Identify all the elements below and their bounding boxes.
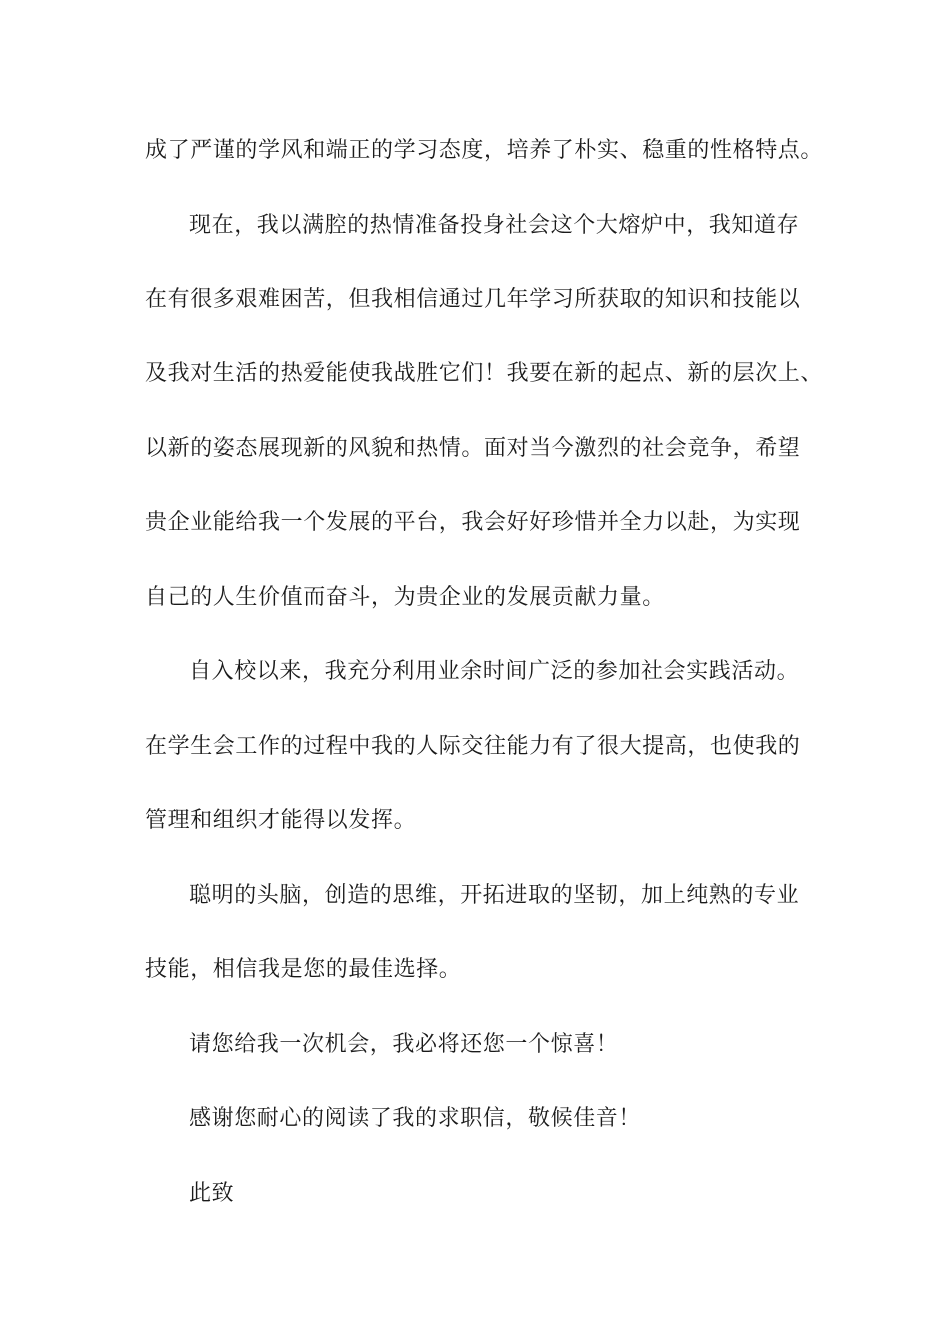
text-line: 在有很多艰难困苦，但我相信通过几年学习所获取的知识和技能以 [145, 287, 801, 312]
text-line: 以新的姿态展现新的风貌和热情。面对当今激烈的社会竞争，希望 [145, 436, 801, 461]
paragraph-start-line: 感谢您耐心的阅读了我的求职信，敬候佳音！ [189, 1106, 642, 1131]
paragraph-start-line: 自入校以来，我充分利用业余时间广泛的参加社会实践活动。 [189, 659, 800, 684]
closing-salutation: 此致 [189, 1181, 235, 1206]
paragraph-start-line: 聪明的头脑，创造的思维，开拓进取的坚韧，加上纯熟的专业 [189, 883, 800, 908]
paragraph-start-line: 现在，我以满腔的热情准备投身社会这个大熔炉中，我知道存 [189, 213, 800, 238]
text-line: 在学生会工作的过程中我的人际交往能力有了很大提高，也使我的 [145, 734, 801, 759]
text-line: 及我对生活的热爱能使我战胜它们！我要在新的起点、新的层次上、 [145, 361, 824, 386]
text-line: 自己的人生价值而奋斗，为贵企业的发展贡献力量。 [145, 585, 665, 610]
text-line: 技能，相信我是您的最佳选择。 [145, 957, 462, 982]
text-line: 成了严谨的学风和端正的学习态度，培养了朴实、稳重的性格特点。 [145, 138, 824, 163]
text-line: 管理和组织才能得以发挥。 [145, 808, 417, 833]
paragraph-start-line: 请您给我一次机会，我必将还您一个惊喜！ [189, 1032, 619, 1057]
text-line: 贵企业能给我一个发展的平台，我会好好珍惜并全力以赴，为实现 [145, 510, 801, 535]
